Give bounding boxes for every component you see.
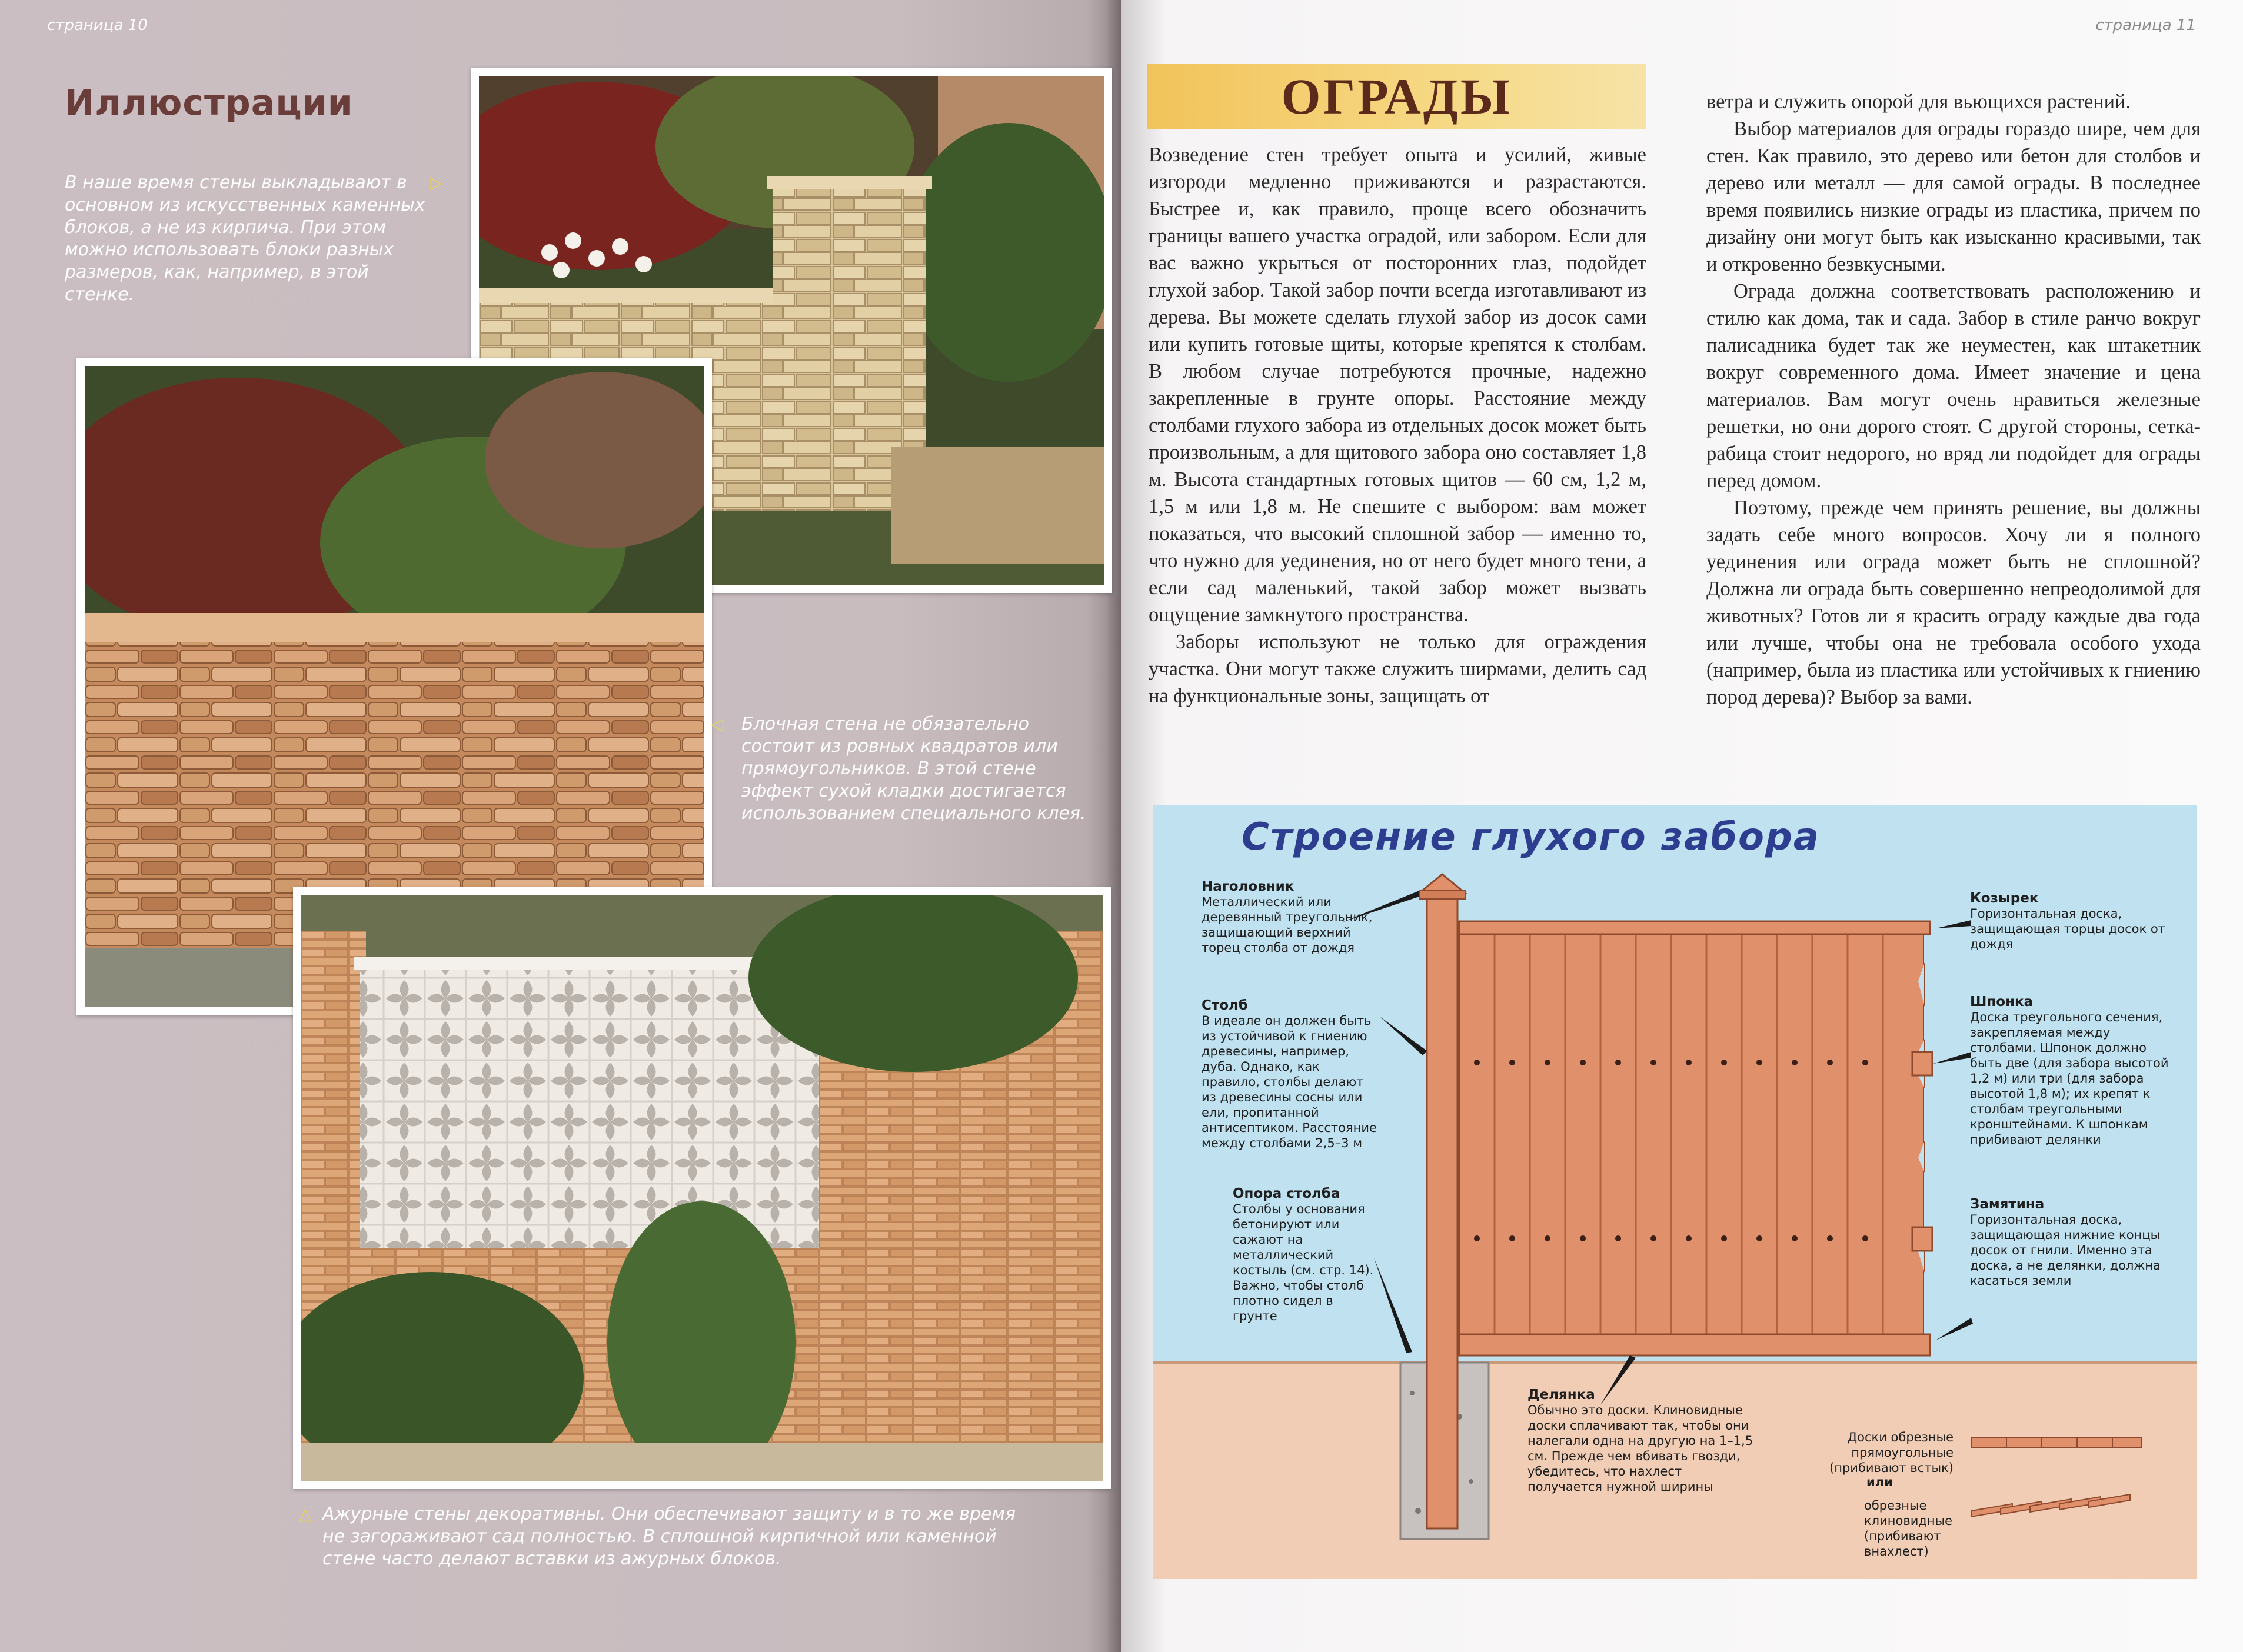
label-rectangular-boards: Доски обрезные прямоугольные (прибивают встык)	[1829, 1430, 1954, 1475]
arrow-up-icon: △	[299, 1504, 312, 1524]
fence-diagram	[1153, 805, 2197, 1579]
leader-line	[1380, 1017, 1427, 1055]
label-or: или	[1866, 1475, 1893, 1489]
label-gravel-board	[1970, 1197, 2170, 1288]
caption-bottom-text: Ажурные стены декоративны. Они обеспечивают защиту и в то же время не загораживают сад полностью. В сплошной кирпичной или каменной стене часто делают вставки из ажурных блоков.	[322, 1504, 1016, 1569]
caption-top-text: В наше время стены выкладывают в основном из искусственных каменных блоков, а не из кирпича. При этом можно использовать блоки разных размеров, как, например, в этой стенке.	[65, 172, 425, 305]
visor-board	[1459, 921, 1930, 934]
rectangular-boards-sample	[1971, 1438, 2142, 1447]
page-number-right: страница 11	[2095, 16, 2196, 34]
label-heading: Опора столба	[1233, 1186, 1340, 1201]
rail-block	[1912, 1227, 1932, 1251]
label-heading: Шпонка	[1970, 994, 2034, 1010]
caption-middle-text: Блочная стена не обязательно состоит из ровных квадратов или прямоугольников. В этой стене эффект сухой кладки достигается использованием специального клея.	[741, 714, 1086, 824]
rail-block	[1912, 1052, 1932, 1075]
paragraph: Поэтому, прежде чем принять решение, вы должны задать себе много вопросов. Хочу ли я полного уединения или ограда может быть не сплошной? Должна ли ограда быть совершенно непреодолимой для животных? Готов ли я красить ограду каждые два года или лучше, чтобы она не требовала особого ухода (например, была из пластика или устойчивых к гниению пород дерева)? Выбор за вами.	[1706, 497, 2201, 708]
label-text: Горизонтальная доска, защищающая нижние концы досок от гнили. Именно эта доска, а не делянки, должна касаться земли	[1970, 1213, 2161, 1288]
label-visor	[1970, 891, 2170, 952]
caption-top	[65, 172, 442, 306]
section-title-box	[1147, 64, 1646, 129]
label-text: Металлический или деревянный треугольник, защищающий верхний торец столба от дождя	[1202, 895, 1373, 955]
text-column-2	[1706, 88, 2201, 711]
label-board	[1527, 1387, 1757, 1494]
paragraph: Заборы используют не только для ограждения участка. Они могут также служить ширмами, делить сад на функциональные зоны, защищать от	[1149, 631, 1646, 707]
label-heading: Козырек	[1970, 891, 2039, 906]
paragraph: Возведение стен требует опыта и усилий, живые изгороди медленно приживаются и разрастаются. Быстрее и, как правило, проще всего обозначить границы вашего участка оградой, или забором. Если для вас важно укрыться от посторонних глаз, подойдет глухой забор. Такой забор почти всегда изготавливают из дерева. Вы можете сделать глухой забор из досок сами или купить готовые щиты, которые крепятся к столбам. В любом случае потребуются прочные, надежно закрепленные в грунте опоры. Расстояние между столбами глухого забора из отдельных досок может быть произвольным, а для щитового забора оно составляет 1,8 м. Высота стандартных готовых щитов — 60 см, 1,2 м, 1,5 м или 1,8 м. Не спешите с выбором: вам может показаться, что высокий сплошной забор — именно то, что нужно для уединения, но от него будет много тени, а если сад маленький, такой забор может вызвать ощущение замкнутого пространства.	[1149, 144, 1646, 626]
gravel-board	[1459, 1334, 1930, 1355]
paragraph: Ограда должна соответствовать расположению и стилю как дома, так и сада. Забор в стиле ранчо вокруг палисадника будет так же неуместен, как штакетник вокруг современного дома. Имеет значение и цена материалов. Вам могут очень нравиться железные решетки, но они дорого стоят. С другой стороны, сетка-рабица стоит недорого, но вряд ли подойдет для ограды перед домом.	[1706, 280, 2201, 492]
caption-middle	[711, 713, 1106, 825]
label-heading: Делянка	[1527, 1387, 1595, 1403]
text-column-1	[1149, 141, 1646, 710]
label-post-support	[1233, 1186, 1374, 1324]
leader-line	[1933, 1052, 1971, 1064]
arrow-right-icon: ▷	[430, 173, 442, 192]
section-title: ОГРАДЫ	[1281, 68, 1513, 125]
label-post-cap	[1202, 879, 1378, 955]
label-text: Горизонтальная доска, защищающая торцы досок от дождя	[1970, 907, 2165, 951]
caption-bottom	[299, 1503, 1029, 1570]
label-post	[1202, 998, 1378, 1151]
label-heading: Замятина	[1970, 1197, 2045, 1212]
leader-line	[1936, 1318, 1973, 1340]
label-text: Столбы у основания бетонируют или сажают на металлический костыль (см. стр. 14). Важно, чтобы столб плотно сидел в грунте	[1233, 1202, 1374, 1323]
photo-openwork-wall	[293, 887, 1111, 1489]
photo-openwork-wall-image	[301, 895, 1103, 1481]
paragraph: ветра и служить опорой для вьющихся растений.	[1706, 91, 2131, 113]
leader-line	[1936, 920, 1971, 928]
arrow-left-icon: ◁	[711, 714, 724, 734]
label-text: В идеале он должен быть из устойчивой к гниению древесины, например, дуба. Однако, как правило, столбы делают из древесины сосны или ели, пропитанной антисептиком. Расстояние между столбами 2,5–3 м	[1202, 1014, 1377, 1150]
diagram-title: Строение глухого забора	[1242, 815, 1820, 859]
label-text: Доска треугольного сечения, закрепляемая между столбами. Шпонок должно быть две (для забора высотой 1,2 м) или три (для забора высотой 1,8 м); их крепят к столбам треугольными кронштейнами. К шпонкам прибивают делянки	[1970, 1010, 2169, 1147]
fence-post	[1427, 893, 1457, 1528]
paragraph: Выбор материалов для ограды гораздо шире, чем для стен. Как правило, это дерево или бетон для столбов и дерево или металл — для самой ограды. В последнее время появились низкие ограды из пластика, причем по дизайну они могут быть как изысканно красивыми, так и откровенно безвкусными.	[1706, 118, 2201, 275]
page-number-left: страница 10	[47, 16, 148, 34]
label-heading: Наголовник	[1202, 879, 1294, 894]
label-rail	[1970, 994, 2170, 1147]
label-heading: Столб	[1202, 998, 1248, 1013]
label-text: Обычно это доски. Клиновидные доски сплачивают так, чтобы они налегали одна на другую на 1–1,5 см. Прежде чем вбивать гвозди, убедитесь, что нахлест получается нужной ширины	[1527, 1403, 1753, 1494]
leader-line	[1374, 1258, 1412, 1353]
label-wedge-boards: обрезные клиновидные (прибивают внахлест)	[1864, 1498, 1953, 1558]
left-page-title: Иллюстрации	[65, 82, 353, 124]
